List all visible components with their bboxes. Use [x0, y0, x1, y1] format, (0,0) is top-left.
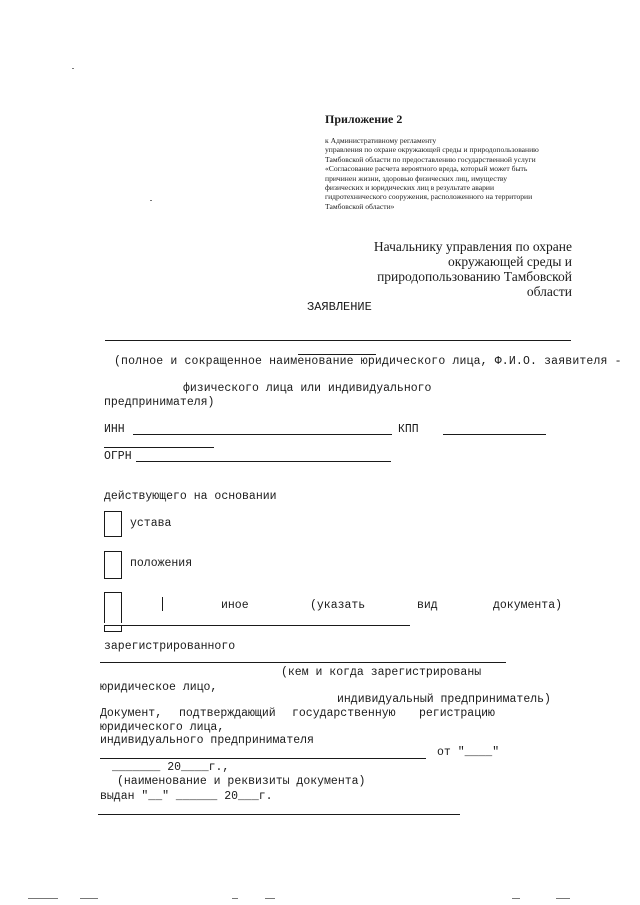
kpp-label: КПП [398, 423, 419, 436]
appendix-line: управления по охране окружающей среды и природопользованию [325, 145, 539, 155]
appendix-line: к Административному регламенту [325, 136, 437, 145]
other-option-word: (указать [310, 599, 366, 612]
scan-speck [265, 898, 275, 899]
applicant-name-field[interactable] [105, 340, 571, 341]
other-document-field[interactable] [104, 625, 410, 626]
registration-field[interactable] [100, 662, 506, 663]
applicant-hint: (полное и сокращенное наименование юридического лица, Ф.И.О. заявителя - [114, 355, 622, 368]
appendix-line: Тамбовской области по предоставлению государственной услуги [325, 154, 536, 164]
charter-option-label: устава [130, 517, 172, 530]
scan-speck [150, 200, 152, 201]
registration-hint: индивидуальный предприниматель) [337, 693, 551, 706]
ogrn-label: ОГРН [104, 450, 132, 463]
appendix-line: физических и юридических лиц в результате аварии [325, 183, 495, 193]
appendix-line: Тамбовской области» [325, 201, 395, 211]
registration-hint: (кем и когда зарегистрированы [281, 666, 482, 679]
other-checkbox[interactable] [104, 592, 122, 623]
appendix-line: гидротехнического сооружения, расположенного на территории [325, 192, 533, 202]
basis-label: действующего на основании [104, 490, 277, 503]
document-date-from[interactable]: от "____" [437, 746, 500, 759]
appendix-line: «Согласование расчета вероятного вреда, который может быть [325, 164, 528, 174]
applicant-hint: физического лица или индивидуального [183, 382, 432, 395]
inn-field[interactable] [133, 434, 392, 435]
ogrn-field[interactable] [136, 461, 391, 462]
document-line: индивидуального предпринимателя [100, 734, 314, 747]
document-line-word: подтверждающий [179, 707, 276, 720]
document-hint: (наименование и реквизиты документа) [117, 775, 366, 788]
other-option-word: вид [417, 599, 438, 612]
regulation-option-label: положения [130, 557, 193, 570]
document-line: юридического лица, [100, 721, 225, 734]
addressee-line: области [526, 284, 572, 299]
inn-field-cont[interactable] [104, 447, 214, 448]
document-line-word: государственную [292, 707, 396, 720]
inn-label: ИНН [104, 423, 125, 436]
document-line-word: регистрацию [419, 707, 495, 720]
charter-checkbox[interactable] [104, 511, 122, 537]
addressee-block [374, 239, 572, 299]
regulation-checkbox[interactable] [104, 551, 122, 579]
form-title: ЗАЯВЛЕНИЕ [307, 300, 372, 314]
other-option-word: иное [221, 599, 249, 612]
scan-speck [28, 898, 58, 899]
scan-speck [72, 68, 74, 69]
other-checkbox-mark [162, 597, 163, 611]
scan-speck [80, 898, 98, 899]
registration-hint: юридическое лицо, [100, 681, 218, 694]
scan-speck [232, 898, 238, 899]
appendix-text [325, 136, 575, 211]
document-date-year[interactable]: _______ 20____г., [112, 761, 230, 774]
addressee-line: Начальнику управления по охране [373, 239, 572, 254]
registered-label: зарегистрированного [104, 640, 236, 653]
addressee-line: окружающей среды и [448, 254, 572, 269]
appendix-line: причинен жизни, здоровью физических лиц, имуществу [325, 173, 508, 183]
issued-date[interactable]: выдан "__" ______ 20___г. [100, 790, 273, 803]
issued-by-field[interactable] [98, 814, 460, 815]
document-name-field[interactable] [100, 758, 426, 759]
addressee-line: природопользованию Тамбовской [377, 269, 572, 284]
other-checkbox-bottom [104, 625, 122, 632]
scan-speck [512, 898, 520, 899]
other-option-word: документа) [493, 599, 563, 612]
document-line-word: Документ, [100, 707, 163, 720]
applicant-hint: предпринимателя) [104, 396, 215, 409]
appendix-title: Приложение 2 [325, 112, 403, 126]
kpp-field[interactable] [443, 434, 546, 435]
scan-speck [556, 898, 570, 899]
